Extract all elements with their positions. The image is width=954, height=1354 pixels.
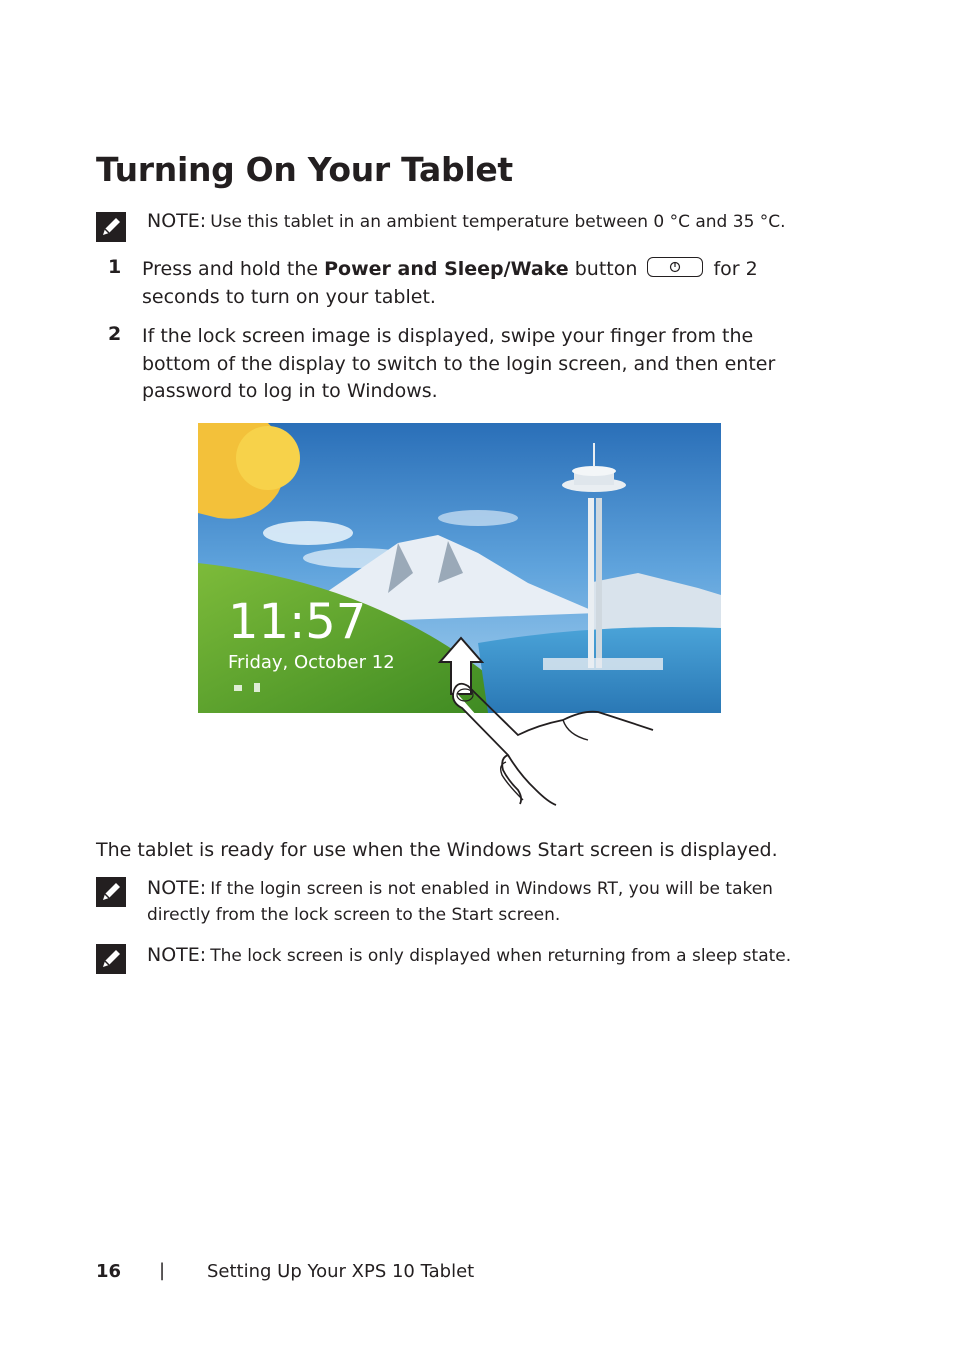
- note-label: NOTE:: [147, 877, 207, 899]
- step-1-text: [142, 256, 782, 311]
- step-number: 2: [108, 323, 122, 345]
- power-icon: [647, 257, 703, 277]
- pencil-note-icon: [96, 212, 126, 242]
- note-text: If the login screen is not enabled in Windows RT, you will be taken directly from the lock screen to the Start screen.: [147, 879, 773, 925]
- note-2: [147, 875, 807, 928]
- ready-paragraph: The tablet is ready for use when the Windows Start screen is displayed.: [96, 839, 778, 861]
- footer-section-title: Setting Up Your XPS 10 Tablet: [207, 1261, 475, 1282]
- pencil-note-icon: [96, 944, 126, 974]
- power-button-name: Power and Sleep/Wake: [324, 258, 569, 280]
- footer-separator: |: [159, 1260, 166, 1281]
- note-1: [147, 208, 867, 235]
- step-2-text: If the lock screen image is displayed, swipe your finger from the bottom of the display to switch to the login screen, and then enter password to log in to Windows.: [142, 325, 776, 402]
- note-label: NOTE:: [147, 210, 207, 232]
- note-text: The lock screen is only displayed when returning from a sleep state.: [210, 946, 792, 966]
- step-1-post: for 2 seconds to turn on your tablet.: [142, 258, 758, 308]
- note-label: NOTE:: [147, 944, 207, 966]
- finger-swipe-icon: [448, 680, 658, 810]
- page-number: 16: [96, 1261, 122, 1282]
- pencil-note-icon: [96, 877, 126, 907]
- note-text: Use this tablet in an ambient temperature between 0 °C and 35 °C.: [210, 212, 786, 232]
- step-1-mid: button: [568, 258, 644, 280]
- page-title: Turning On Your Tablet: [96, 150, 513, 189]
- lock-time: 11:57: [228, 594, 367, 650]
- step-number: 1: [108, 256, 122, 278]
- note-3: [147, 942, 867, 969]
- step-1-pre: Press and hold the: [142, 258, 325, 280]
- lock-date: Friday, October 12: [228, 652, 395, 673]
